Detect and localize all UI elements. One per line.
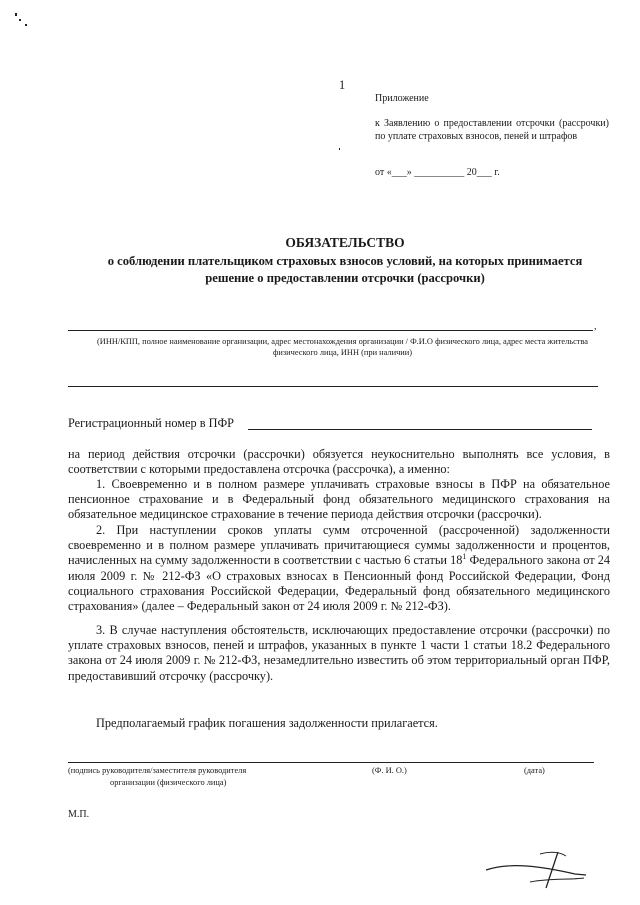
document-subtitle-line1: о соблюдении плательщиком страховых взносов условий, на которых принимается [107,254,583,268]
date-caption: (дата) [524,766,545,775]
scan-speck [19,19,21,21]
schedule-note: Предполагаемый график погашения задолженности прилагается. [96,716,438,730]
obligation-item-2-part1: 2. При наступлении сроков уплаты сумм отсроченной (рассроченной) задолженности своевременно и в полном размере уплачивать причитающиеся суммы задолженности и процентов, начисленных на сумму задолженности в соответствии с частью 6 статьи 18 [68,523,610,568]
page-mark: 1 [339,78,346,92]
signature-line [68,762,594,763]
scan-speck [339,148,340,150]
scan-speck [25,24,27,26]
obligation-item-2 [68,523,610,614]
payer-field-comma: , [594,321,597,332]
obligation-item-3: 3. В случае наступления обстоятельств, исключающих предоставление отсрочки (рассрочки) по уплате страховых взносов, пеней и штрафов, указанных в пункте 1 части 1 статьи 18.2 Федерального закона от 24 июля 2009 г. № 212-ФЗ, незамедлительно известить об этом территориальный орган ПФР, предоставивший отсрочку (рассрочку). [68,623,610,683]
registration-label: Регистрационный номер в ПФР [68,416,235,430]
obligation-item-2-part2: Федерального закона от 24 июля 2009 г. № 212-ФЗ «О страховых взносах в Пенсионный фонд Российской Федерации, Фонд социального страхования Российской Федерации, Федеральный фонд обязательного медицинского страхования» (далее – Федеральный закон от 24 июля 2009 г. № 212-ФЗ). [68,553,611,614]
document-subtitle-line2: решение о предоставлении отсрочки (рассрочки) [205,271,485,285]
obligation-item-1: 1. Своевременно и в полном размере уплачивать страховые взносы в ПФР на обязательное пенсионное страхование и в Федеральный фонд обязательного медицинского страхования на обязательное медицинское страхование в течение периода действия отсрочки (рассрочки). [68,477,610,522]
appendix-date-line: от «___» __________ 20___ г. [375,167,500,178]
payer-field-caption: (ИНН/КПП, полное наименование организации, адрес местонахождения организации / Ф.И.О физического лица, адрес места жительства физического лица, ИНН (при наличии) [96,337,589,357]
registration-field-line [248,429,592,430]
signature-caption-line2: организации (физического лица) [110,778,227,787]
stamp-place: М.П. [68,809,90,820]
name-caption: (Ф. И. О.) [372,766,407,775]
payer-field-line [68,330,593,331]
appendix-reference: к Заявлению о предоставлении отсрочки (рассрочки) по уплате страховых взносов, пеней и штрафов [375,118,609,142]
document-title: ОБЯЗАТЕЛЬСТВО [285,235,405,250]
scan-speck [15,13,17,16]
obligation-intro: на период действия отсрочки (рассрочки) обязуется неукоснительно выполнять все условия, в соответствии с которыми предоставлена отсрочка (рассрочка), а именно: [68,447,610,477]
signature-caption-line1: (подпись руководителя/заместителя руководителя [68,766,247,775]
handwritten-signature [480,848,600,898]
appendix-heading: Приложение [375,93,429,104]
article-superscript: 1 [462,552,467,562]
blank-line [68,386,598,387]
